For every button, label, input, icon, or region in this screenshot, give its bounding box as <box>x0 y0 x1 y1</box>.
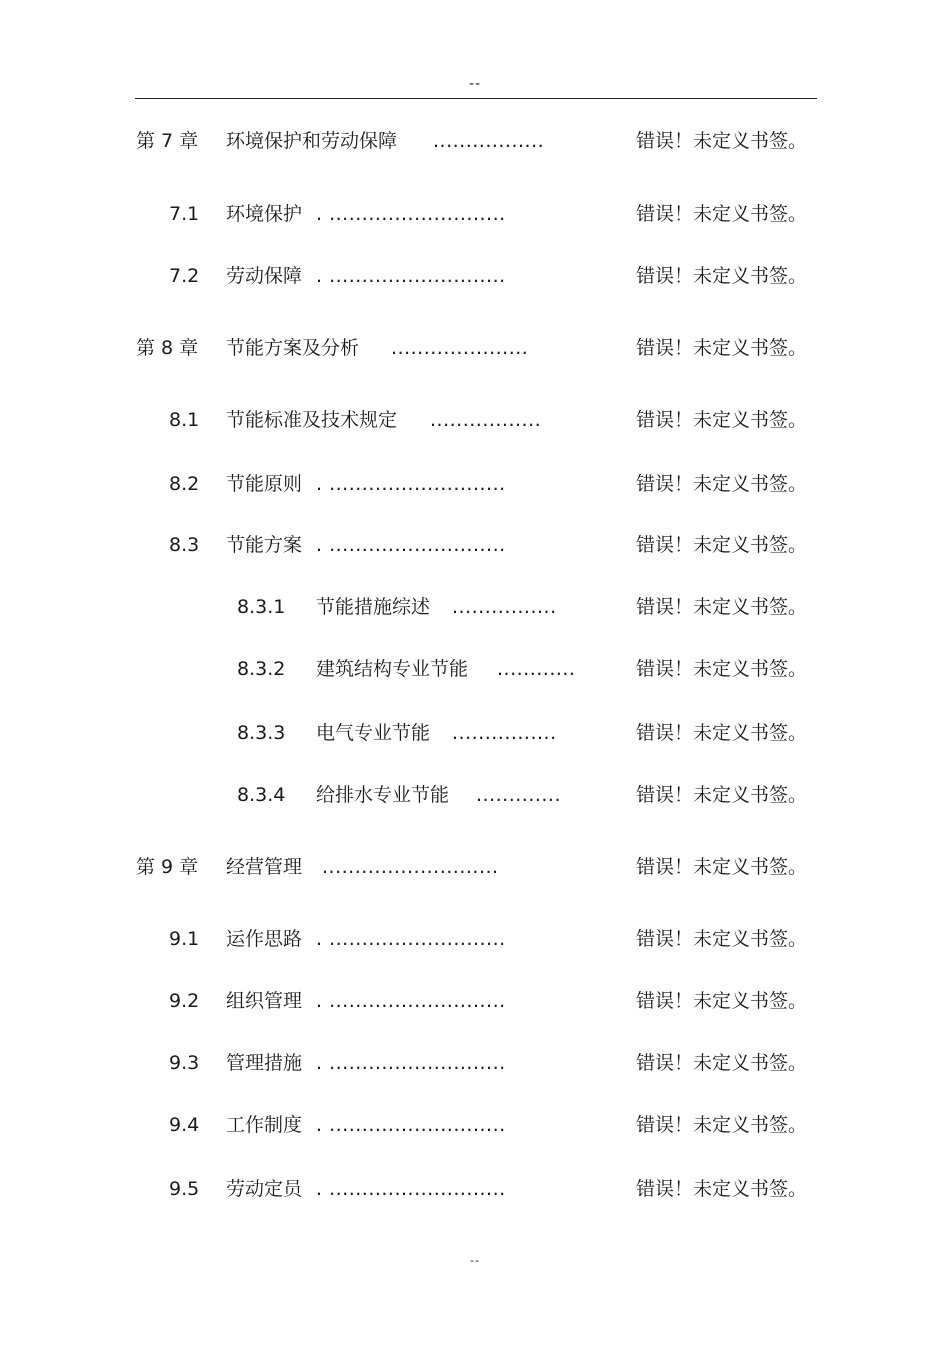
toc-entry-page-ref: 错误！未定义书签。 <box>636 596 808 618</box>
toc-entry-title: 节能方案及分析 <box>226 337 360 359</box>
toc-entry[interactable] <box>0 592 950 622</box>
toc-entry-leader: ..................... <box>391 337 529 359</box>
toc-entry[interactable] <box>0 780 950 810</box>
toc-entry-leader: . ........................... <box>316 534 506 556</box>
toc-entry-title: 工作制度 <box>226 1114 303 1136</box>
toc-entry-number: 9.5 <box>169 1178 200 1200</box>
toc-entry-title: 经营管理 <box>226 856 303 878</box>
toc-entry-number: 第 9 章 <box>136 856 199 878</box>
toc-entry-number: 8.3.2 <box>237 658 286 680</box>
toc-entry-leader: . ........................... <box>316 928 506 950</box>
toc-entry-number: 第 8 章 <box>136 337 199 359</box>
toc-entry-number: 9.3 <box>169 1052 200 1074</box>
toc-entry[interactable] <box>0 261 950 291</box>
toc-entry[interactable] <box>0 126 950 156</box>
toc-entry-page-ref: 错误！未定义书签。 <box>636 203 808 225</box>
toc-entry-number: 第 7 章 <box>136 130 199 152</box>
toc-entry[interactable] <box>0 405 950 435</box>
toc-entry[interactable] <box>0 469 950 499</box>
toc-entry-title: 组织管理 <box>226 990 303 1012</box>
toc-entry-title: 运作思路 <box>226 928 303 950</box>
toc-entry-leader: ................ <box>452 722 557 744</box>
toc-entry[interactable] <box>0 333 950 363</box>
toc-entry-title: 给排水专业节能 <box>316 784 450 806</box>
toc-entry-page-ref: 错误！未定义书签。 <box>636 1052 808 1074</box>
toc-entry-title: 管理措施 <box>226 1052 303 1074</box>
toc-entry-title: 环境保护和劳动保障 <box>226 130 398 152</box>
toc-entry[interactable] <box>0 530 950 560</box>
toc-entry-number: 9.1 <box>169 928 200 950</box>
toc-entry[interactable] <box>0 718 950 748</box>
toc-entry-number: 8.1 <box>169 409 200 431</box>
toc-entry[interactable] <box>0 852 950 882</box>
toc-entry-page-ref: 错误！未定义书签。 <box>636 784 808 806</box>
toc-entry-title: 节能措施综述 <box>316 596 431 618</box>
toc-entry-leader: ................. <box>433 130 545 152</box>
toc-entry[interactable] <box>0 654 950 684</box>
page-footer-mark: -- <box>470 1254 480 1267</box>
toc-entry[interactable] <box>0 1174 950 1204</box>
toc-entry-page-ref: 错误！未定义书签。 <box>636 337 808 359</box>
toc-entry[interactable] <box>0 986 950 1016</box>
toc-entry-number: 8.3.3 <box>237 722 286 744</box>
toc-entry-title: 建筑结构专业节能 <box>316 658 469 680</box>
toc-entry-page-ref: 错误！未定义书签。 <box>636 658 808 680</box>
toc-entry-page-ref: 错误！未定义书签。 <box>636 409 808 431</box>
toc-entry-page-ref: 错误！未定义书签。 <box>636 1114 808 1136</box>
toc-entry-title: 节能标准及技术规定 <box>226 409 398 431</box>
toc-entry-number: 9.2 <box>169 990 200 1012</box>
toc-entry-page-ref: 错误！未定义书签。 <box>636 1178 808 1200</box>
page-header-mark: -- <box>468 76 482 92</box>
toc-entry-page-ref: 错误！未定义书签。 <box>636 990 808 1012</box>
toc-entry-leader: ............ <box>497 658 576 680</box>
toc-entry-leader: ........................... <box>322 856 499 878</box>
toc-entry-page-ref: 错误！未定义书签。 <box>636 130 808 152</box>
toc-entry-number: 8.3 <box>169 534 200 556</box>
toc-entry[interactable] <box>0 1110 950 1140</box>
toc-entry-leader: . ........................... <box>316 1178 506 1200</box>
toc-entry-leader: ............. <box>476 784 562 806</box>
toc-entry-leader: . ........................... <box>316 203 506 225</box>
toc-entry-number: 9.4 <box>169 1114 200 1136</box>
toc-entry-page-ref: 错误！未定义书签。 <box>636 265 808 287</box>
toc-entry-title: 劳动保障 <box>226 265 303 287</box>
toc-entry-title: 环境保护 <box>226 203 303 225</box>
toc-entry-leader: . ........................... <box>316 1114 506 1136</box>
toc-entry-title: 节能方案 <box>226 534 303 556</box>
toc-entry-leader: . ........................... <box>316 473 506 495</box>
toc-entry-title: 劳动定员 <box>226 1178 303 1200</box>
toc-entry-page-ref: 错误！未定义书签。 <box>636 534 808 556</box>
toc-entry-leader: . ........................... <box>316 990 506 1012</box>
toc-entry-page-ref: 错误！未定义书签。 <box>636 856 808 878</box>
toc-entry-page-ref: 错误！未定义书签。 <box>636 722 808 744</box>
toc-entry[interactable] <box>0 924 950 954</box>
toc-entry-title: 电气专业节能 <box>316 722 431 744</box>
toc-entry[interactable] <box>0 199 950 229</box>
toc-entry-page-ref: 错误！未定义书签。 <box>636 928 808 950</box>
toc-entry-leader: ................. <box>430 409 542 431</box>
toc-entry-number: 8.3.4 <box>237 784 286 806</box>
toc-entry-number: 7.2 <box>169 265 200 287</box>
toc-entry-leader: ................ <box>452 596 557 618</box>
header-rule <box>135 98 817 99</box>
toc-entry-number: 7.1 <box>169 203 200 225</box>
toc-entry[interactable] <box>0 1048 950 1078</box>
toc-entry-page-ref: 错误！未定义书签。 <box>636 473 808 495</box>
toc-entry-number: 8.2 <box>169 473 200 495</box>
toc-entry-title: 节能原则 <box>226 473 303 495</box>
toc-entry-leader: . ........................... <box>316 265 506 287</box>
toc-entry-leader: . ........................... <box>316 1052 506 1074</box>
toc-entry-number: 8.3.1 <box>237 596 286 618</box>
